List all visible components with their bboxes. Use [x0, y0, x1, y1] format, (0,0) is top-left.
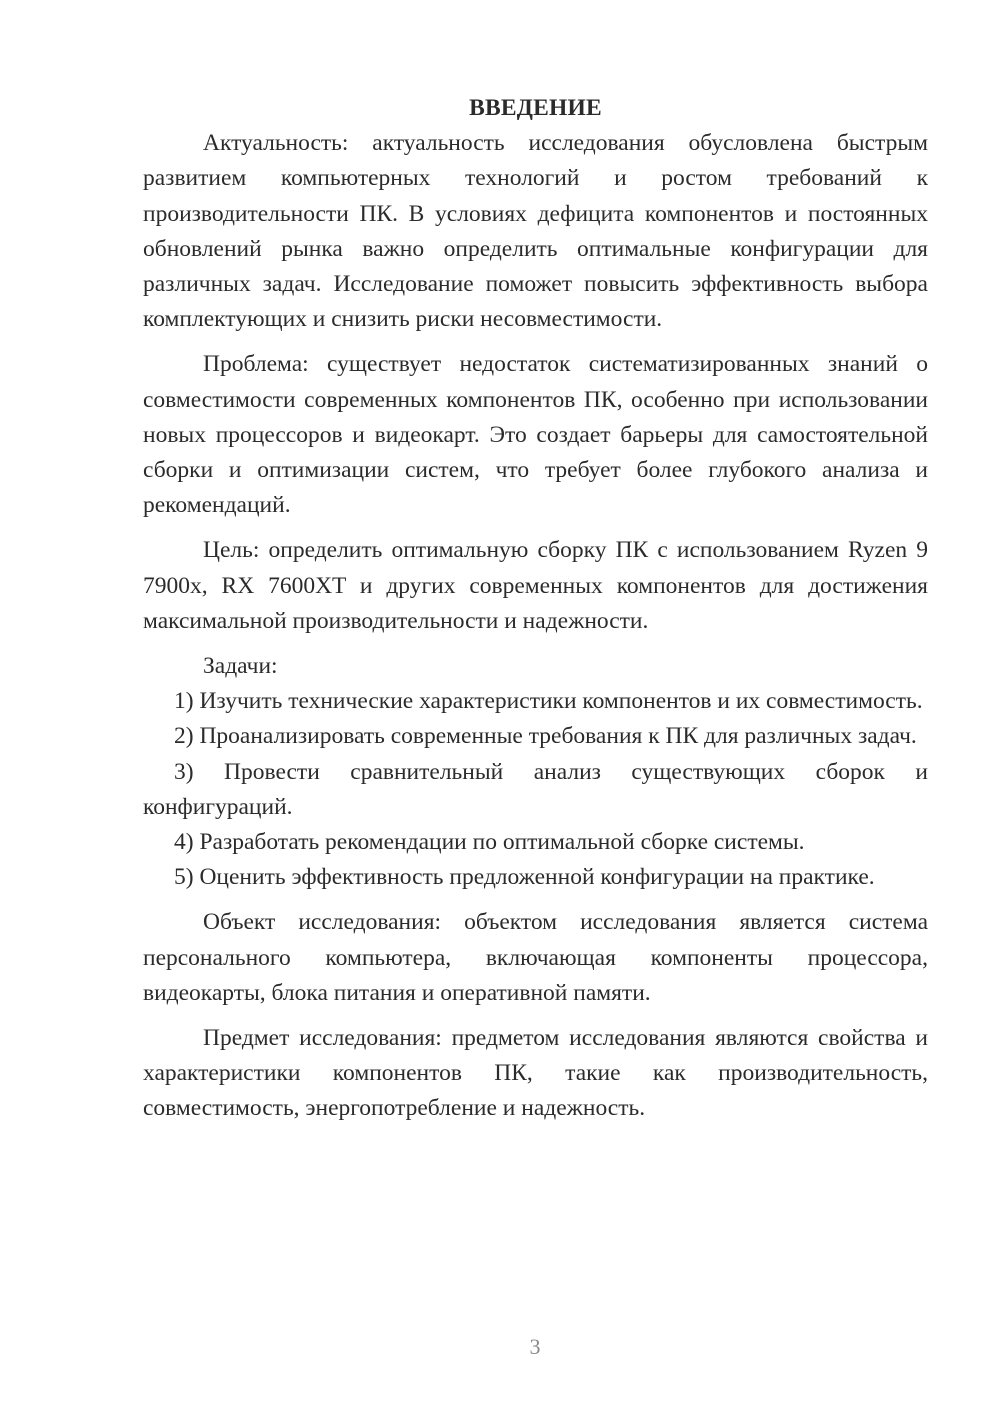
task-item-2: 2) Проанализировать современные требования к ПК для различных задач.	[174, 723, 917, 750]
paragraph-subject: Предмет исследования: предметом исследования являются свойства и характеристики компонентов ПК, такие как производительность, совместимость, энергопотребление и надежность.	[143, 1025, 928, 1122]
task-item-1: 1) Изучить технические характеристики компонентов и их совместимость.	[174, 688, 923, 715]
task-item-5: 5) Оценить эффективность предложенной конфигурации на практике.	[174, 864, 875, 891]
task-item-3: 3) Провести сравнительный анализ существующих сборок и конфигураций.	[143, 758, 928, 820]
paragraph-goal: Цель: определить оптимальную сборку ПК с использованием Ryzen 9 7900x, RX 7600XT и других современных компонентов для достижения максимальной производительности и надежности.	[143, 537, 928, 634]
task-item-4: 4) Разработать рекомендации по оптимальной сборке системы.	[174, 829, 805, 856]
section-heading: ВВЕДЕНИЕ	[469, 95, 602, 121]
page-number: 3	[529, 1334, 541, 1359]
paragraph-problem: Проблема: существует недостаток систематизированных знаний о совместимости современных компонентов ПК, особенно при использовании новых процессоров и видеокарт. Это создает барьеры для самостоятельной сборки и оптимизации систем, что требует более глубокого анализа и рекомендаций.	[143, 351, 928, 519]
paragraph-relevance: Актуальность: актуальность исследования обусловлена быстрым развитием компьютерных технологий и ростом требований к производительности ПК. В условиях дефицита компонентов и постоянных обновлений рынка важно определить оптимальные конфигурации для различных задач. Исследование поможет повысить эффективность выбора комплектующих и снизить риски несовместимости.	[143, 130, 928, 333]
tasks-label: Задачи:	[203, 653, 278, 680]
paragraph-object: Объект исследования: объектом исследования является система персонального компьютера, включающая компоненты процессора, видеокарты, блока питания и оперативной памяти.	[143, 909, 928, 1006]
page-content	[143, 91, 928, 1127]
